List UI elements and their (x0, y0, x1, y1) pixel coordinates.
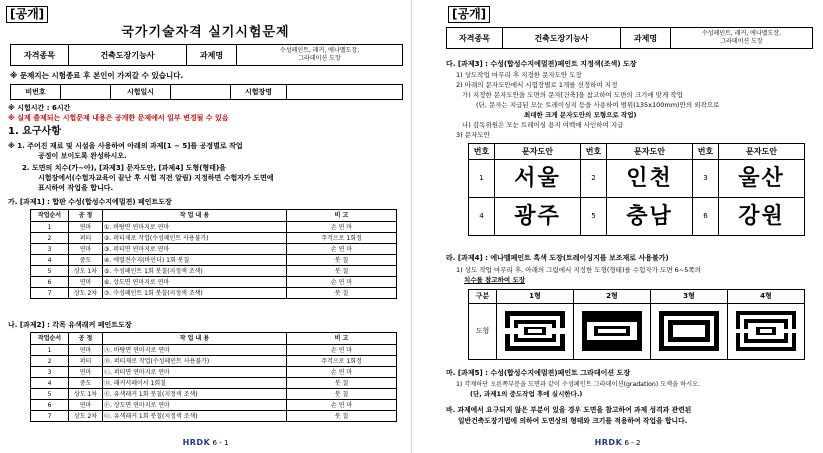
task1-col-note: 비 고 (287, 210, 397, 222)
requirements-heading: 1. 요구사항 (8, 126, 61, 137)
cell: 2 (31, 356, 69, 367)
lettering-cell: 인천 (607, 160, 693, 198)
cell: 상도 1차 (69, 389, 103, 400)
task4-line2: 치수를 참고하여 도장 (464, 276, 526, 284)
cell: 2 (31, 233, 69, 244)
table-row (469, 160, 805, 198)
label-field: 자격종목 (447, 28, 503, 49)
cell: 붓 칠 (287, 288, 397, 299)
task2-col-process: 공 정 (69, 333, 103, 345)
cell: 3 (31, 244, 69, 255)
col-lettering: 문자도안 (607, 144, 693, 160)
page2-footer (412, 438, 823, 447)
cell: 붓 칠 (287, 389, 397, 400)
task4-title: 라. [과제4] : 에나멜페인트 흑색 도장(트레이싱지를 보조재로 사용불가) (446, 254, 669, 262)
page-number: 6 - 1 (212, 439, 229, 447)
task2-title: 나. [과제2] : 각목 유색래커 페인트도장 (8, 321, 132, 329)
table-row (31, 233, 397, 244)
col-lettering: 문자도안 (719, 144, 805, 160)
cell: Ⓒ. 퍼티면 연마지로 연마 (103, 367, 287, 378)
task1-table (30, 209, 397, 299)
value-candidate-no (61, 85, 111, 100)
col-type3: 3형 (651, 290, 728, 304)
row-label-shape: 도형 (469, 304, 497, 360)
lettering-cell: 강원 (719, 198, 805, 236)
id-table (10, 84, 403, 100)
cell: 4 (469, 198, 495, 236)
cell: 3 (31, 367, 69, 378)
cell: 7 (31, 288, 69, 299)
task1-col-order: 작업순서 (31, 210, 69, 222)
page-1 (0, 0, 411, 453)
cell: ④. 에멀젼수지(바인더) 1회 붓칠 (103, 255, 287, 266)
col-lettering: 문자도안 (495, 144, 581, 160)
public-tag: [공개] (6, 6, 48, 23)
cell: Ⓑ. 퍼티재로 작업(수성페인트 사용불가) (103, 356, 287, 367)
req1-line1: ※ 1. 주어진 재료 및 시설을 사용하여 아래의 과제[1 ~ 5]를 공정별로 작업 (8, 142, 243, 150)
info-table (446, 27, 813, 49)
task4-line1: 1) 상도 작업 마무리 후, 아래의 그림에서 지정한 도형(형태)를 수험자가 도면 6~5쪽의 (456, 266, 701, 274)
table-row (31, 378, 397, 389)
cell: ③. 퍼티면 연마지로 연마 (103, 244, 287, 255)
lettering-table (468, 143, 805, 236)
task3-line3: 가) 지정한 문자도안을 도면의 문자[건축]을 참고하여 도면의 크기에 맞게 작업 (462, 91, 683, 99)
cell: 연마 (69, 345, 103, 356)
req2-line1: 2. 도면의 치수(가~아), [과제3] 문자도안, [과제4] 도형(형태)을 (22, 164, 226, 172)
cell: 연마 (69, 400, 103, 411)
value-exam-date (171, 85, 231, 100)
shape-table (468, 289, 805, 360)
label-field: 자격종목 (11, 45, 69, 66)
label-task: 과제명 (621, 28, 671, 49)
cell: 4 (31, 378, 69, 389)
task2-col-order: 작업순서 (31, 333, 69, 345)
cell: 퍼티 (69, 356, 103, 367)
shape-type2-figure (580, 307, 644, 355)
shape-type2 (574, 304, 651, 360)
cell: 손 연 마 (287, 345, 397, 356)
table-row (31, 367, 397, 378)
hrdk-logo: HRDK (182, 438, 211, 447)
hrdk-logo: HRDK (594, 438, 623, 447)
table-row (31, 244, 397, 255)
cell: 5 (31, 389, 69, 400)
task1-title: 가. [과제1] : 합판 수성(합성수지에멀젼) 페인트도장 (8, 198, 172, 206)
cell: 손 연 마 (287, 400, 397, 411)
lettering-cell: 충남 (607, 198, 693, 236)
table-row (31, 356, 397, 367)
page-number: 6 - 2 (624, 439, 641, 447)
cell: 주걱으로 1회정 (287, 356, 397, 367)
table-row (31, 389, 397, 400)
cell: 붓 칠 (287, 255, 397, 266)
label-candidate-no: 비번호 (11, 85, 61, 100)
cell: Ⓓ. 래커서페이서 1회칠 (103, 378, 287, 389)
table-row (31, 288, 397, 299)
cell: 5 (581, 198, 607, 236)
shape-type3-figure (657, 307, 721, 355)
lettering-cell: 울산 (719, 160, 805, 198)
task1-col-process: 공 정 (69, 210, 103, 222)
value-exam-site (287, 85, 403, 100)
cell: ⑦. 수성페인트 1회 붓칠(지정색 조색) (103, 288, 287, 299)
col-number: 번호 (581, 144, 607, 160)
cell: 연마 (69, 244, 103, 255)
shape-type1 (497, 304, 574, 360)
table-row (31, 345, 397, 356)
cell: ②. 퍼티재로 작업(수성페인트 사용불가) (103, 233, 287, 244)
page1-footer (0, 438, 411, 447)
note-b-line1: 바. 과제에서 요구되지 않은 부분이 있을 경우 도면을 참고하여 과제 성격과 관련된 (446, 406, 692, 414)
task5-line2: (단, 과제1의 중도작업 후에 실시한다.) (470, 390, 583, 398)
cell: Ⓐ. 바탕면 연마지로 연마 (103, 345, 287, 356)
col-number: 번호 (693, 144, 719, 160)
change-warning: ※ 실제 출제되는 시험문제 내용은 공개한 문제에서 일부 변경될 수 있음 (8, 114, 229, 122)
value-task (671, 28, 813, 49)
cell: 붓 칠 (287, 378, 397, 389)
cell: 퍼티 (69, 233, 103, 244)
task2-table (30, 332, 397, 422)
public-tag: [공개] (448, 6, 490, 23)
cell: 상도 2차 (69, 288, 103, 299)
cell: 손 연 마 (287, 244, 397, 255)
value-task-line1: 수성페인트, 래커, 에나멜도장, (279, 47, 360, 54)
shape-type1-figure (503, 307, 567, 355)
cell: 1 (469, 160, 495, 198)
value-task-line1: 수성페인트, 래커, 에나멜도장, (701, 30, 782, 37)
value-field: 건축도장기능사 (503, 28, 621, 49)
cell: 6 (31, 400, 69, 411)
cell: ⑤. 수성페인트 1회 붓칠(지정색 조색) (103, 266, 287, 277)
label-exam-date: 시험일시 (111, 85, 171, 100)
lettering-cell: 서울 (495, 160, 581, 198)
lettering-cell: 광주 (495, 198, 581, 236)
value-task-line2: 그라데이션 도장 (298, 55, 341, 62)
cell: 상도 1차 (69, 266, 103, 277)
col-type2: 2형 (574, 290, 651, 304)
req1-line2: 공정이 보이도록 완성하시오. (38, 152, 127, 160)
shape-type4-figure (734, 307, 798, 355)
task2-col-note: 비 고 (287, 333, 397, 345)
cell: 연마 (69, 367, 103, 378)
note-b-line2: 일반건축도장기법에 의하여 도면상의 형태와 크기를 적용하여 작업을 합니다. (458, 417, 688, 425)
task3-line6: 나) 감독위원은 모눈 트레이싱 용지 여백에 사인하여 지급 (462, 121, 624, 129)
task3-line1: 1) 상도작업 마무리 후 지정한 문자도안 도장 (456, 71, 582, 79)
exam-title: 국가기술자격 실기시험문제 (121, 25, 290, 40)
req2-line3: 표시하여 작업을 합니다. (38, 184, 114, 192)
cell: 붓 칠 (287, 266, 397, 277)
time-note: ※ 시험시간 : 6시간 (8, 104, 71, 112)
cell: 연마 (69, 277, 103, 288)
cell: 7 (31, 411, 69, 422)
col-type1: 1형 (497, 290, 574, 304)
cell: Ⓔ. 유색래커 1회 붓칠(지정색 조색) (103, 389, 287, 400)
table-row (469, 304, 805, 360)
cell: 붓 칠 (287, 411, 397, 422)
col-category: 구분 (469, 290, 497, 304)
req2-line2: 시험장에서(수험자교육이 끝난 후 시험 직전 알림) 지정하면 수험자가 도면에 (38, 174, 274, 182)
cell: ①. 바탕면 연마지로 연마 (103, 222, 287, 233)
cell: 1 (31, 222, 69, 233)
cell: 상도 2차 (69, 411, 103, 422)
cell: 5 (31, 266, 69, 277)
task3-line4: (단, 문자는 지급된 모눈 트레이싱지 등을 사용하여 범위(135x100mm)안의 외곽으로 (476, 101, 720, 109)
cell: 6 (31, 277, 69, 288)
task3-line2: 2) 아래의 문자도안에서 시험장별로 1개를 선정하여 지정 (456, 81, 618, 89)
shape-type3 (651, 304, 728, 360)
cell: ⑥. 상도면 연마지로 연마 (103, 277, 287, 288)
page-2 (412, 0, 823, 453)
task3-line7: 3) 문자도안 (456, 131, 490, 139)
cell: 주걱으로 1회정 (287, 233, 397, 244)
cell: 손 연 마 (287, 222, 397, 233)
task5-line1: 1) 각재하단 오른쪽부분을 도면과 같이 수성페인트 그라데이션(gradation) 도색을 하시오. (456, 381, 701, 388)
shape-type4 (728, 304, 805, 360)
table-row (31, 255, 397, 266)
table-row (31, 266, 397, 277)
label-exam-site: 시험장명 (231, 85, 287, 100)
notice-return: ※ 문제지는 시험종료 후 본인이 가져갈 수 있습니다. (10, 71, 184, 80)
cell: 중도 (69, 378, 103, 389)
info-table (10, 44, 403, 66)
table-row (31, 222, 397, 233)
label-task: 과제명 (187, 45, 237, 66)
task1-col-work: 작 업 내 용 (103, 210, 287, 222)
col-type4: 4형 (728, 290, 805, 304)
table-row (31, 400, 397, 411)
cell: 4 (31, 255, 69, 266)
cell: Ⓖ. 유색래커 1회 붓칠(지정색 조색) (103, 411, 287, 422)
cell: 6 (693, 198, 719, 236)
value-task (237, 45, 403, 66)
cell: 손 연 마 (287, 277, 397, 288)
cell: Ⓕ. 상도면 연마지로 연마 (103, 400, 287, 411)
task3-line5: 최대한 크게 문자도안의 모형으로 작업) (524, 111, 637, 119)
cell: 2 (581, 160, 607, 198)
task2-col-work: 작 업 내 용 (103, 333, 287, 345)
value-field: 건축도장기능사 (69, 45, 187, 66)
cell: 1 (31, 345, 69, 356)
col-number: 번호 (469, 144, 495, 160)
cell: 중도 (69, 255, 103, 266)
table-row (31, 277, 397, 288)
cell: 연마 (69, 222, 103, 233)
table-row (469, 198, 805, 236)
table-row (31, 411, 397, 422)
value-task-line2: 그라데이션 도장 (720, 38, 763, 45)
cell: 3 (693, 160, 719, 198)
task5-title: 마. [과제5] : 수성(합성수지에멀젼)페인트 그라데이션 도장 (446, 369, 631, 377)
task3-title: 다. [과제3] : 수성(합성수지에멀젼)페인트 지정색(조색) 도장 (446, 60, 637, 68)
cell: 손 연 마 (287, 367, 397, 378)
